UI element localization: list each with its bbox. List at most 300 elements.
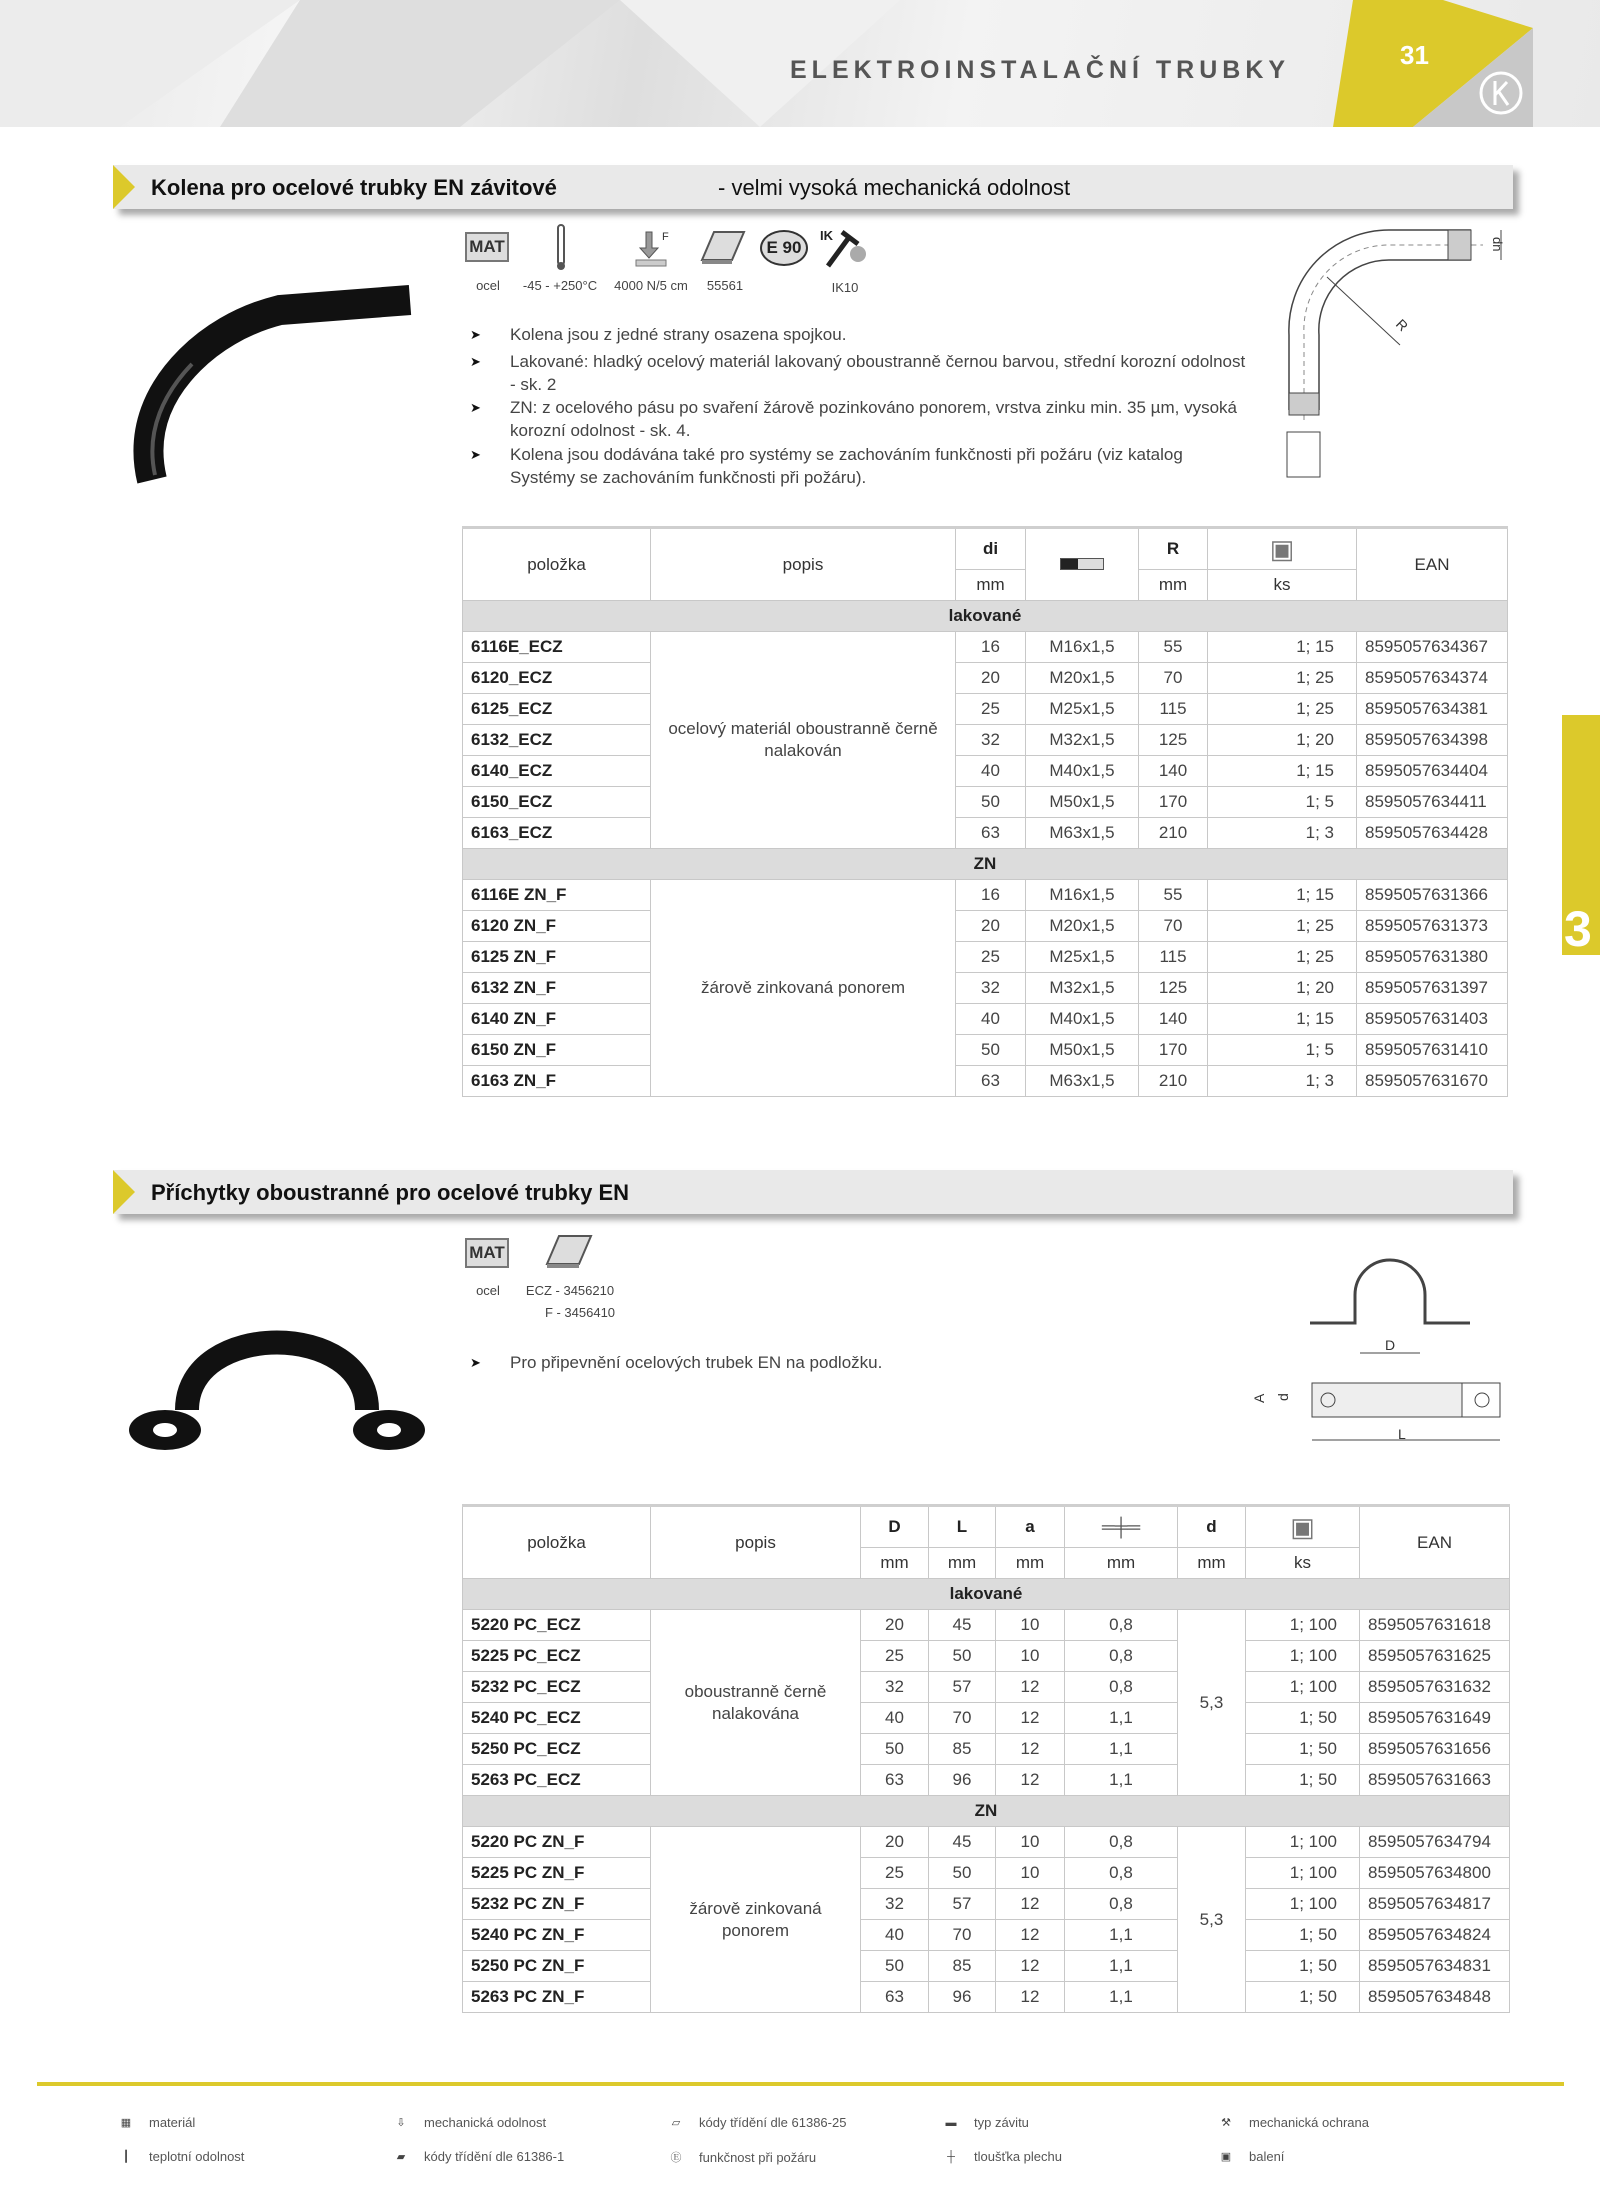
unit-thickness: mm bbox=[1065, 1548, 1178, 1579]
ean-value: 8595057631397 bbox=[1357, 973, 1508, 1004]
description-cell: žárově zinkovaná ponorem bbox=[651, 880, 956, 1097]
a-value: 12 bbox=[996, 1889, 1065, 1920]
item-code: 6163 ZN_F bbox=[463, 1066, 651, 1097]
bullet-item: ➤ Kolena jsou dodávána také pro systémy se zachováním funkčnosti při požáru (viz katalog Systémy se zachováním funkčnosti při požáru). bbox=[470, 445, 1183, 487]
table-row bbox=[463, 694, 1508, 725]
hole-diameter-cell: 5,3 bbox=[1178, 1827, 1246, 2013]
unit-ks: ks bbox=[1208, 570, 1357, 601]
thread-value: M25x1,5 bbox=[1026, 942, 1139, 973]
di-value: 25 bbox=[956, 942, 1026, 973]
thread-value: M63x1,5 bbox=[1026, 1066, 1139, 1097]
dim-A-label: A bbox=[1251, 1393, 1267, 1403]
classification-25-icon: ▱ bbox=[671, 2117, 681, 2129]
item-code: 5263 PC ZN_F bbox=[463, 1982, 651, 2013]
di-value: 50 bbox=[956, 1035, 1026, 1066]
legend-label: balení bbox=[1249, 2149, 1285, 2164]
arrow-bullet-icon: ➤ bbox=[470, 354, 481, 369]
packaging-value: 1; 100 bbox=[1246, 1889, 1360, 1920]
box-icon: ▣ bbox=[1290, 1511, 1315, 1542]
icon-label: ECZ - 3456210 bbox=[525, 1283, 615, 1298]
sheet-thickness-icon: ═╪═ bbox=[1101, 1516, 1141, 1537]
packaging-value: 1; 15 bbox=[1208, 632, 1357, 663]
thread-type-icon bbox=[1060, 558, 1104, 570]
arrow-bullet-icon: ➤ bbox=[470, 1355, 481, 1370]
legend-item bbox=[390, 2115, 546, 2130]
D-value: 32 bbox=[861, 1889, 929, 1920]
a-value: 12 bbox=[996, 1672, 1065, 1703]
packaging-value: 1; 25 bbox=[1208, 911, 1357, 942]
item-code: 5232 PC ZN_F bbox=[463, 1889, 651, 1920]
diameter-label: dn bbox=[1490, 237, 1505, 252]
unit-r: mm bbox=[1139, 570, 1208, 601]
legend-item bbox=[1215, 2115, 1369, 2130]
legend-label: kódy třídění dle 61386-1 bbox=[424, 2149, 565, 2164]
radius-value: 55 bbox=[1139, 880, 1208, 911]
D-value: 32 bbox=[861, 1672, 929, 1703]
arrow-bullet-icon: ➤ bbox=[470, 327, 481, 342]
thickness-value: 1,1 bbox=[1065, 1982, 1178, 2013]
packaging-value: 1; 25 bbox=[1208, 694, 1357, 725]
group-label: ZN bbox=[463, 849, 1508, 880]
description-cell: ocelový materiál oboustranně černě nalakován bbox=[651, 632, 956, 849]
clips-table bbox=[462, 1504, 1510, 2013]
thread-value: M50x1,5 bbox=[1026, 787, 1139, 818]
L-value: 57 bbox=[929, 1889, 996, 1920]
ean-value: 8595057631663 bbox=[1360, 1765, 1510, 1796]
di-value: 32 bbox=[956, 725, 1026, 756]
material-icon: MAT bbox=[465, 232, 509, 262]
hole-diameter-cell: 5,3 bbox=[1178, 1610, 1246, 1796]
elbows-table bbox=[462, 526, 1508, 1097]
table-row bbox=[463, 911, 1508, 942]
section-marker-icon bbox=[113, 1170, 135, 1214]
col-header-ean: EAN bbox=[1360, 1506, 1510, 1579]
thickness-icon: ┼ bbox=[947, 2150, 955, 2163]
hammer-icon: ⚒ bbox=[1221, 2117, 1231, 2129]
col-header-packaging bbox=[1208, 528, 1357, 570]
section-title: Kolena pro ocelové trubky EN závitové bbox=[151, 175, 557, 200]
col-header-desc: popis bbox=[651, 528, 956, 601]
col-header-d: d bbox=[1178, 1506, 1246, 1548]
thermometer-icon bbox=[553, 224, 569, 272]
table-row bbox=[463, 1066, 1508, 1097]
L-value: 57 bbox=[929, 1672, 996, 1703]
radius-value: 170 bbox=[1139, 1035, 1208, 1066]
col-header-desc: popis bbox=[651, 1506, 861, 1579]
table-row bbox=[463, 725, 1508, 756]
ean-value: 8595057631618 bbox=[1360, 1610, 1510, 1641]
D-value: 50 bbox=[861, 1951, 929, 1982]
packaging-value: 1; 15 bbox=[1208, 756, 1357, 787]
col-header-item: položka bbox=[463, 1506, 651, 1579]
radius-value: 210 bbox=[1139, 818, 1208, 849]
packaging-value: 1; 25 bbox=[1208, 942, 1357, 973]
legend-item bbox=[115, 2149, 244, 2164]
di-value: 40 bbox=[956, 756, 1026, 787]
item-code: 5240 PC ZN_F bbox=[463, 1920, 651, 1951]
ean-value: 8595057631366 bbox=[1357, 880, 1508, 911]
ean-value: 8595057631649 bbox=[1360, 1703, 1510, 1734]
ean-value: 8595057634411 bbox=[1357, 787, 1508, 818]
D-value: 63 bbox=[861, 1765, 929, 1796]
thread-value: M25x1,5 bbox=[1026, 694, 1139, 725]
table-row bbox=[463, 1951, 1510, 1982]
table-row bbox=[463, 1765, 1510, 1796]
ean-value: 8595057631403 bbox=[1357, 1004, 1508, 1035]
D-value: 20 bbox=[861, 1827, 929, 1858]
thread-value: M20x1,5 bbox=[1026, 911, 1139, 942]
icon-label: F - 3456410 bbox=[544, 1305, 616, 1320]
a-value: 10 bbox=[996, 1858, 1065, 1889]
thickness-value: 1,1 bbox=[1065, 1703, 1178, 1734]
ean-value: 8595057634817 bbox=[1360, 1889, 1510, 1920]
table-row bbox=[463, 1889, 1510, 1920]
item-code: 5263 PC_ECZ bbox=[463, 1765, 651, 1796]
item-code: 6150 ZN_F bbox=[463, 1035, 651, 1066]
classification-1-icon: ▰ bbox=[396, 2151, 406, 2163]
a-value: 12 bbox=[996, 1920, 1065, 1951]
ean-value: 8595057634800 bbox=[1360, 1858, 1510, 1889]
svg-text:IK: IK bbox=[820, 228, 833, 243]
D-value: 40 bbox=[861, 1703, 929, 1734]
page-number: 31 bbox=[1400, 40, 1429, 70]
packaging-value: 1; 100 bbox=[1246, 1672, 1360, 1703]
thickness-value: 1,1 bbox=[1065, 1734, 1178, 1765]
D-value: 40 bbox=[861, 1920, 929, 1951]
ean-value: 8595057634398 bbox=[1357, 725, 1508, 756]
packaging-value: 1; 50 bbox=[1246, 1982, 1360, 2013]
section-marker-icon bbox=[113, 165, 135, 209]
packaging-value: 1; 20 bbox=[1208, 725, 1357, 756]
ean-value: 8595057631373 bbox=[1357, 911, 1508, 942]
L-value: 85 bbox=[929, 1951, 996, 1982]
arrow-bullet-icon: ➤ bbox=[470, 400, 481, 415]
radius-value: 70 bbox=[1139, 911, 1208, 942]
radius-value: 125 bbox=[1139, 973, 1208, 1004]
col-header-item: položka bbox=[463, 528, 651, 601]
col-header-L: L bbox=[929, 1506, 996, 1548]
elbow-product-photo bbox=[130, 280, 420, 500]
ean-value: 8595057634428 bbox=[1357, 818, 1508, 849]
icon-label: 55561 bbox=[706, 278, 744, 293]
legend-item bbox=[1215, 2149, 1284, 2164]
group-row bbox=[463, 1796, 1510, 1827]
table-row bbox=[463, 1703, 1510, 1734]
group-label: lakované bbox=[463, 1579, 1510, 1610]
icon-label: IK10 bbox=[831, 280, 859, 295]
force-icon: ⇩ bbox=[396, 2117, 406, 2129]
packaging-value: 1; 5 bbox=[1208, 787, 1357, 818]
table-row bbox=[463, 973, 1508, 1004]
ean-value: 8595057631670 bbox=[1357, 1066, 1508, 1097]
hammer-icon bbox=[818, 226, 870, 270]
group-row bbox=[463, 601, 1508, 632]
header-title: ELEKTROINSTALAČNÍ TRUBKY bbox=[790, 56, 1291, 84]
packaging-value: 1; 25 bbox=[1208, 663, 1357, 694]
L-value: 45 bbox=[929, 1610, 996, 1641]
thread-value: M16x1,5 bbox=[1026, 880, 1139, 911]
section-header-elbows bbox=[113, 165, 1513, 209]
a-value: 10 bbox=[996, 1610, 1065, 1641]
packaging-value: 1; 15 bbox=[1208, 880, 1357, 911]
L-value: 45 bbox=[929, 1827, 996, 1858]
col-header-thickness bbox=[1065, 1506, 1178, 1548]
table-row bbox=[463, 1920, 1510, 1951]
icon-label: ocel bbox=[476, 278, 500, 293]
thermometer-icon: ┃ bbox=[122, 2151, 130, 2163]
D-value: 20 bbox=[861, 1610, 929, 1641]
legend-item bbox=[665, 2115, 846, 2130]
L-value: 70 bbox=[929, 1920, 996, 1951]
radius-value: 70 bbox=[1139, 663, 1208, 694]
a-value: 10 bbox=[996, 1641, 1065, 1672]
ean-value: 8595057631380 bbox=[1357, 942, 1508, 973]
di-value: 20 bbox=[956, 911, 1026, 942]
item-code: 6132_ECZ bbox=[463, 725, 651, 756]
legend-label: funkčnost při požáru bbox=[699, 2149, 817, 2165]
table-row bbox=[463, 1858, 1510, 1889]
legend-label: tloušťka plechu bbox=[974, 2149, 1062, 2164]
legend-label: mechanická ochrana bbox=[1249, 2115, 1369, 2130]
group-label: lakované bbox=[463, 601, 1508, 632]
thread-value: M32x1,5 bbox=[1026, 725, 1139, 756]
legend-item bbox=[390, 2149, 564, 2164]
item-code: 6125_ECZ bbox=[463, 694, 651, 725]
D-value: 63 bbox=[861, 1982, 929, 2013]
ean-value: 8595057634794 bbox=[1360, 1827, 1510, 1858]
fire-icon: Ⓔ bbox=[670, 2152, 682, 2164]
unit-ks: ks bbox=[1246, 1548, 1360, 1579]
packaging-value: 1; 50 bbox=[1246, 1703, 1360, 1734]
a-value: 12 bbox=[996, 1734, 1065, 1765]
icon-label: 4000 N/5 cm bbox=[614, 278, 688, 293]
item-code: 6150_ECZ bbox=[463, 787, 651, 818]
footer-divider bbox=[37, 2082, 1564, 2086]
packaging-value: 1; 3 bbox=[1208, 818, 1357, 849]
thickness-value: 0,8 bbox=[1065, 1889, 1178, 1920]
group-label: ZN bbox=[463, 1796, 1510, 1827]
ean-value: 8595057631625 bbox=[1360, 1641, 1510, 1672]
bullet-item: ➤ Kolena jsou z jedné strany osazena spojkou. bbox=[470, 325, 847, 344]
thickness-value: 1,1 bbox=[1065, 1951, 1178, 1982]
L-value: 85 bbox=[929, 1734, 996, 1765]
clip-technical-drawing bbox=[1230, 1235, 1510, 1455]
table-row bbox=[463, 1982, 1510, 2013]
table-row bbox=[463, 756, 1508, 787]
bullet-item: ➤ ZN: z ocelového pásu po svaření žárově pozinkováno ponorem, vrstva zinku min. 35 µm, vysoká korozní odolnost - sk. 4. bbox=[470, 398, 1237, 440]
legend-item bbox=[115, 2115, 195, 2130]
chapter-number: 3 bbox=[1564, 901, 1592, 957]
col-header-packaging bbox=[1246, 1506, 1360, 1548]
table-row bbox=[463, 1610, 1510, 1641]
elbow-technical-drawing bbox=[1283, 225, 1513, 485]
item-code: 5232 PC_ECZ bbox=[463, 1672, 651, 1703]
radius-value: 115 bbox=[1139, 694, 1208, 725]
D-value: 50 bbox=[861, 1734, 929, 1765]
unit-a: mm bbox=[996, 1548, 1065, 1579]
item-code: 6132 ZN_F bbox=[463, 973, 651, 1004]
legend-label: typ závitu bbox=[974, 2115, 1029, 2130]
col-header-thread bbox=[1026, 528, 1139, 601]
dim-d-label: d bbox=[1275, 1393, 1291, 1401]
force-icon bbox=[632, 228, 674, 268]
table-row bbox=[463, 663, 1508, 694]
ean-value: 8595057631656 bbox=[1360, 1734, 1510, 1765]
svg-text:F: F bbox=[662, 231, 669, 243]
di-value: 20 bbox=[956, 663, 1026, 694]
a-value: 12 bbox=[996, 1982, 1065, 2013]
packaging-value: 1; 100 bbox=[1246, 1827, 1360, 1858]
L-value: 70 bbox=[929, 1703, 996, 1734]
col-header-r: R bbox=[1139, 528, 1208, 570]
table-row bbox=[463, 942, 1508, 973]
a-value: 12 bbox=[996, 1703, 1065, 1734]
ean-value: 8595057634848 bbox=[1360, 1982, 1510, 2013]
unit-d: mm bbox=[1178, 1548, 1246, 1579]
di-value: 25 bbox=[956, 694, 1026, 725]
material-icon: MAT bbox=[465, 1238, 509, 1268]
legend-label: teplotní odolnost bbox=[149, 2149, 245, 2164]
ean-value: 8595057634374 bbox=[1357, 663, 1508, 694]
item-code: 6163_ECZ bbox=[463, 818, 651, 849]
thread-value: M40x1,5 bbox=[1026, 1004, 1139, 1035]
table-row bbox=[463, 1035, 1508, 1066]
box-icon: ▣ bbox=[1269, 533, 1295, 564]
D-value: 25 bbox=[861, 1858, 929, 1889]
section-subtitle: - velmi vysoká mechanická odolnost bbox=[718, 175, 1071, 200]
group-row bbox=[463, 1579, 1510, 1610]
classification-icon bbox=[700, 230, 746, 266]
ean-value: 8595057634831 bbox=[1360, 1951, 1510, 1982]
brand-logo-icon bbox=[1478, 70, 1524, 116]
section-header-clips bbox=[113, 1170, 1513, 1214]
section-title: Příchytky oboustranné pro ocelové trubky EN bbox=[151, 1180, 630, 1205]
description-cell: žárově zinkovaná ponorem bbox=[651, 1827, 861, 2013]
item-code: 5220 PC_ECZ bbox=[463, 1610, 651, 1641]
radius-value: 140 bbox=[1139, 1004, 1208, 1035]
table-row bbox=[463, 1827, 1510, 1858]
di-value: 16 bbox=[956, 632, 1026, 663]
packaging-value: 1; 15 bbox=[1208, 1004, 1357, 1035]
unit-L: mm bbox=[929, 1548, 996, 1579]
radius-value: 170 bbox=[1139, 787, 1208, 818]
bullet-item: ➤ Pro připevnění ocelových trubek EN na podložku. bbox=[470, 1353, 883, 1372]
item-code: 6140 ZN_F bbox=[463, 1004, 651, 1035]
di-value: 40 bbox=[956, 1004, 1026, 1035]
table-row bbox=[463, 1672, 1510, 1703]
packaging-value: 1; 100 bbox=[1246, 1641, 1360, 1672]
item-code: 5225 PC_ECZ bbox=[463, 1641, 651, 1672]
col-header-a: a bbox=[996, 1506, 1065, 1548]
table-row bbox=[463, 880, 1508, 911]
icon-label: -45 - +250°C bbox=[522, 278, 598, 293]
item-code: 5250 PC_ECZ bbox=[463, 1734, 651, 1765]
radius-value: 210 bbox=[1139, 1066, 1208, 1097]
dim-L-label: L bbox=[1398, 1426, 1406, 1442]
item-code: 6120 ZN_F bbox=[463, 911, 651, 942]
packaging-value: 1; 100 bbox=[1246, 1858, 1360, 1889]
di-value: 32 bbox=[956, 973, 1026, 1004]
unit-di: mm bbox=[956, 570, 1026, 601]
description-cell: oboustranně černě nalakována bbox=[651, 1610, 861, 1796]
ean-value: 8595057634404 bbox=[1357, 756, 1508, 787]
item-code: 5220 PC ZN_F bbox=[463, 1827, 651, 1858]
table-row bbox=[463, 787, 1508, 818]
legend-item bbox=[665, 2149, 816, 2165]
thickness-value: 0,8 bbox=[1065, 1641, 1178, 1672]
item-code: 5250 PC ZN_F bbox=[463, 1951, 651, 1982]
ean-value: 8595057634824 bbox=[1360, 1920, 1510, 1951]
table-row bbox=[463, 1641, 1510, 1672]
item-code: 6140_ECZ bbox=[463, 756, 651, 787]
bullet-item: ➤ Lakované: hladký ocelový materiál lakovaný oboustranně černou barvou, střední korozní odolnost - sk. 2 bbox=[470, 352, 1246, 394]
thread-value: M63x1,5 bbox=[1026, 818, 1139, 849]
thread-value: M20x1,5 bbox=[1026, 663, 1139, 694]
ean-value: 8595057631410 bbox=[1357, 1035, 1508, 1066]
L-value: 96 bbox=[929, 1982, 996, 2013]
clip-product-photo bbox=[127, 1300, 427, 1465]
L-value: 96 bbox=[929, 1765, 996, 1796]
thickness-value: 0,8 bbox=[1065, 1672, 1178, 1703]
thread-value: M16x1,5 bbox=[1026, 632, 1139, 663]
ean-value: 8595057634367 bbox=[1357, 632, 1508, 663]
arrow-bullet-icon: ➤ bbox=[470, 447, 481, 462]
unit-D: mm bbox=[861, 1548, 929, 1579]
thread-icon: ▬ bbox=[945, 2116, 957, 2129]
L-value: 50 bbox=[929, 1641, 996, 1672]
table-row bbox=[463, 632, 1508, 663]
di-value: 63 bbox=[956, 1066, 1026, 1097]
thread-value: M40x1,5 bbox=[1026, 756, 1139, 787]
packaging-value: 1; 5 bbox=[1208, 1035, 1357, 1066]
packaging-value: 1; 50 bbox=[1246, 1765, 1360, 1796]
packaging-value: 1; 3 bbox=[1208, 1066, 1357, 1097]
ean-value: 8595057634381 bbox=[1357, 694, 1508, 725]
table-row bbox=[463, 1004, 1508, 1035]
mat-icon: ▦ bbox=[120, 2117, 132, 2129]
thickness-value: 1,1 bbox=[1065, 1765, 1178, 1796]
icon-label: ocel bbox=[476, 1283, 500, 1298]
classification-icon bbox=[545, 1234, 595, 1272]
D-value: 25 bbox=[861, 1641, 929, 1672]
col-header-D: D bbox=[861, 1506, 929, 1548]
a-value: 12 bbox=[996, 1951, 1065, 1982]
thickness-value: 1,1 bbox=[1065, 1920, 1178, 1951]
packaging-value: 1; 100 bbox=[1246, 1610, 1360, 1641]
thread-value: M50x1,5 bbox=[1026, 1035, 1139, 1066]
legend-label: kódy třídění dle 61386-25 bbox=[699, 2115, 847, 2130]
thickness-value: 0,8 bbox=[1065, 1827, 1178, 1858]
legend-label: materiál bbox=[149, 2115, 196, 2130]
item-code: 5225 PC ZN_F bbox=[463, 1858, 651, 1889]
packaging-value: 1; 50 bbox=[1246, 1920, 1360, 1951]
radius-label: R bbox=[1392, 315, 1412, 335]
L-value: 50 bbox=[929, 1858, 996, 1889]
dim-D-label: D bbox=[1385, 1337, 1396, 1353]
group-row bbox=[463, 849, 1508, 880]
radius-value: 115 bbox=[1139, 942, 1208, 973]
item-code: 6116E ZN_F bbox=[463, 880, 651, 911]
thickness-value: 0,8 bbox=[1065, 1610, 1178, 1641]
packaging-value: 1; 20 bbox=[1208, 973, 1357, 1004]
item-code: 6116E_ECZ bbox=[463, 632, 651, 663]
box-icon: ▣ bbox=[1220, 2151, 1232, 2163]
legend-item bbox=[940, 2115, 1029, 2130]
legend-label: mechanická odolnost bbox=[424, 2115, 547, 2130]
radius-value: 125 bbox=[1139, 725, 1208, 756]
table-row bbox=[463, 818, 1508, 849]
di-value: 16 bbox=[956, 880, 1026, 911]
